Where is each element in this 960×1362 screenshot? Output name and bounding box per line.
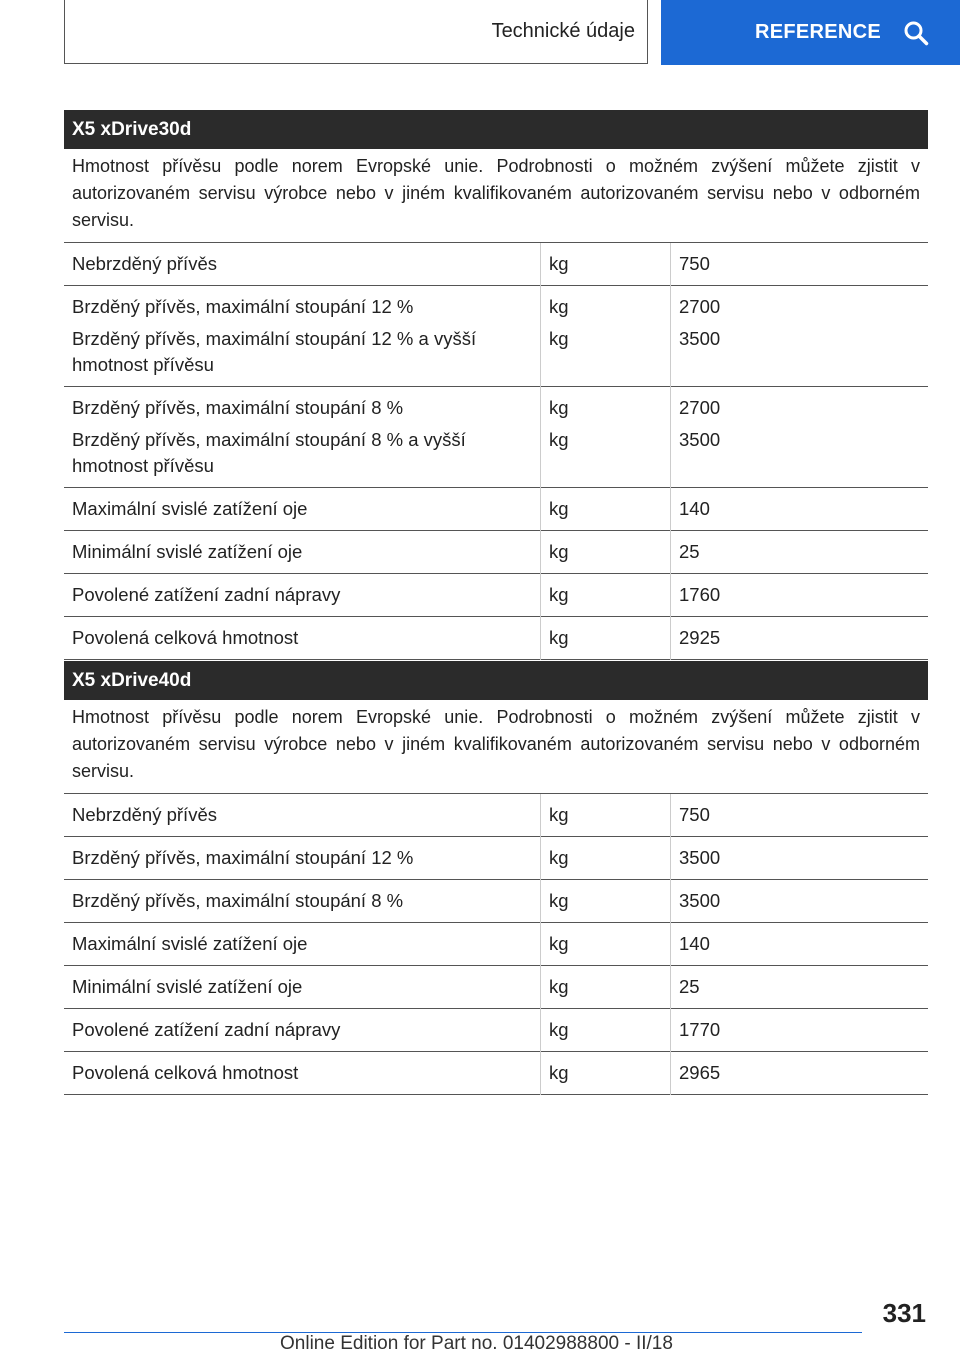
spec-label-cell [64,531,541,574]
spec-label: Minimální svislé zatížení oje [72,976,303,997]
spec-label-cell [64,966,541,1009]
spec-unit-cell [541,837,671,880]
table-row [64,286,928,387]
table-row [64,794,928,837]
table-row [64,243,928,286]
spec-label: Brzděný přívěs, maximální stoupání 8 % a vyšší hmotnost přívěsu [72,429,466,476]
spec-value-cell [671,923,929,966]
spec-value: 25 [679,541,700,562]
spec-unit-cell [541,880,671,923]
table-row [64,387,928,488]
spec-label-cell [64,617,541,660]
spec-unit: kg [549,804,569,825]
spec-label-cell [64,574,541,617]
table-row [64,488,928,531]
spec-unit: kg [549,976,569,997]
chapter-header [64,0,648,64]
spec-unit-cell [541,794,671,837]
spec-label: Brzděný přívěs, maximální stoupání 8 % [72,397,404,418]
spec-section-xdrive30d [64,110,928,660]
spec-unit-cell [541,574,671,617]
spec-unit: kg [549,296,569,317]
spec-value-cell [671,1052,929,1095]
spec-unit: kg [549,397,569,418]
spec-label: Povolená celková hmotnost [72,627,299,648]
spec-value-cell [671,286,929,387]
spec-unit: kg [549,933,569,954]
spec-label-cell [64,286,541,387]
spec-unit-cell [541,531,671,574]
spec-unit: kg [549,328,569,349]
spec-value-cell [671,488,929,531]
spec-label: Brzděný přívěs, maximální stoupání 12 % [72,296,414,317]
spec-table [64,794,928,1095]
spec-value: 1770 [679,1019,721,1040]
spec-label-cell [64,243,541,286]
table-row [64,617,928,660]
spec-unit: kg [549,1019,569,1040]
spec-label: Povolená celková hmotnost [72,1062,299,1083]
section-title: X5 xDrive30d [64,110,928,149]
spec-label: Maximální svislé zatížení oje [72,498,308,519]
chapter-title: Technické údaje [491,20,635,42]
spec-value: 25 [679,976,700,997]
spec-value-cell [671,966,929,1009]
spec-label: Brzděný přívěs, maximální stoupání 12 % [72,847,414,868]
reference-button[interactable] [661,0,960,65]
spec-label: Nebrzděný přívěs [72,804,217,825]
spec-value: 750 [679,253,710,274]
spec-label-cell [64,488,541,531]
spec-unit-cell [541,286,671,387]
spec-unit: kg [549,541,569,562]
spec-label: Povolené zatížení zadní nápravy [72,584,341,605]
table-row [64,531,928,574]
reference-label: REFERENCE [755,21,882,43]
spec-label-cell [64,794,541,837]
spec-unit: kg [549,498,569,519]
spec-value: 3500 [679,328,721,349]
spec-unit: kg [549,584,569,605]
spec-unit: kg [549,253,569,274]
spec-value: 2700 [679,296,721,317]
table-row [64,837,928,880]
spec-label-cell [64,837,541,880]
spec-value: 750 [679,804,710,825]
spec-value-cell [671,794,929,837]
spec-unit-cell [541,243,671,286]
section-description: Hmotnost přívěsu podle norem Evropské unie. Podrobnosti o možném zvýšení můžete zjistit v autorizovaném servisu výrobce nebo v jiném kvalifikovaném autorizovaném servisu nebo v odborném servisu. [64,149,928,243]
spec-label: Maximální svislé zatížení oje [72,933,308,954]
spec-unit-cell [541,1009,671,1052]
section-title: X5 xDrive40d [64,661,928,700]
spec-unit-cell [541,488,671,531]
spec-unit-cell [541,923,671,966]
spec-value-cell [671,617,929,660]
spec-unit-cell [541,617,671,660]
spec-value: 140 [679,498,710,519]
spec-unit-cell [541,966,671,1009]
spec-value: 3500 [679,429,721,450]
table-row [64,966,928,1009]
spec-unit: kg [549,429,569,450]
spec-label: Minimální svislé zatížení oje [72,541,303,562]
spec-value-cell [671,574,929,617]
spec-label: Brzděný přívěs, maximální stoupání 12 % a vyšší hmotnost přívěsu [72,328,477,375]
search-icon [903,20,929,46]
spec-unit: kg [549,847,569,868]
spec-value: 1760 [679,584,721,605]
spec-value: 2700 [679,397,721,418]
page-number: 331 [882,1298,926,1328]
spec-value-cell [671,387,929,488]
spec-value: 2925 [679,627,721,648]
spec-value: 2965 [679,1062,721,1083]
table-row [64,923,928,966]
spec-value-cell [671,837,929,880]
table-row [64,1052,928,1095]
spec-value: 3500 [679,890,721,911]
spec-label: Brzděný přívěs, maximální stoupání 8 % [72,890,404,911]
edition-text: Online Edition for Part no. 01402988800 - II/18 [280,1333,673,1354]
spec-unit-cell [541,1052,671,1095]
section-description: Hmotnost přívěsu podle norem Evropské unie. Podrobnosti o možném zvýšení můžete zjistit v autorizovaném servisu výrobce nebo v jiném kvalifikovaném autorizovaném servisu nebo v odborném servisu. [64,700,928,794]
spec-section-xdrive40d [64,661,928,1095]
spec-unit: kg [549,1062,569,1083]
table-row [64,1009,928,1052]
spec-label-cell [64,923,541,966]
spec-value-cell [671,880,929,923]
table-row [64,880,928,923]
spec-value-cell [671,531,929,574]
spec-label: Povolené zatížení zadní nápravy [72,1019,341,1040]
spec-label: Nebrzděný přívěs [72,253,217,274]
spec-label-cell [64,1052,541,1095]
table-row [64,574,928,617]
spec-label-cell [64,387,541,488]
spec-value-cell [671,1009,929,1052]
spec-value: 140 [679,933,710,954]
spec-label-cell [64,880,541,923]
spec-unit: kg [549,627,569,648]
spec-unit: kg [549,890,569,911]
spec-unit-cell [541,387,671,488]
spec-value: 3500 [679,847,721,868]
spec-table [64,243,928,660]
spec-value-cell [671,243,929,286]
spec-label-cell [64,1009,541,1052]
